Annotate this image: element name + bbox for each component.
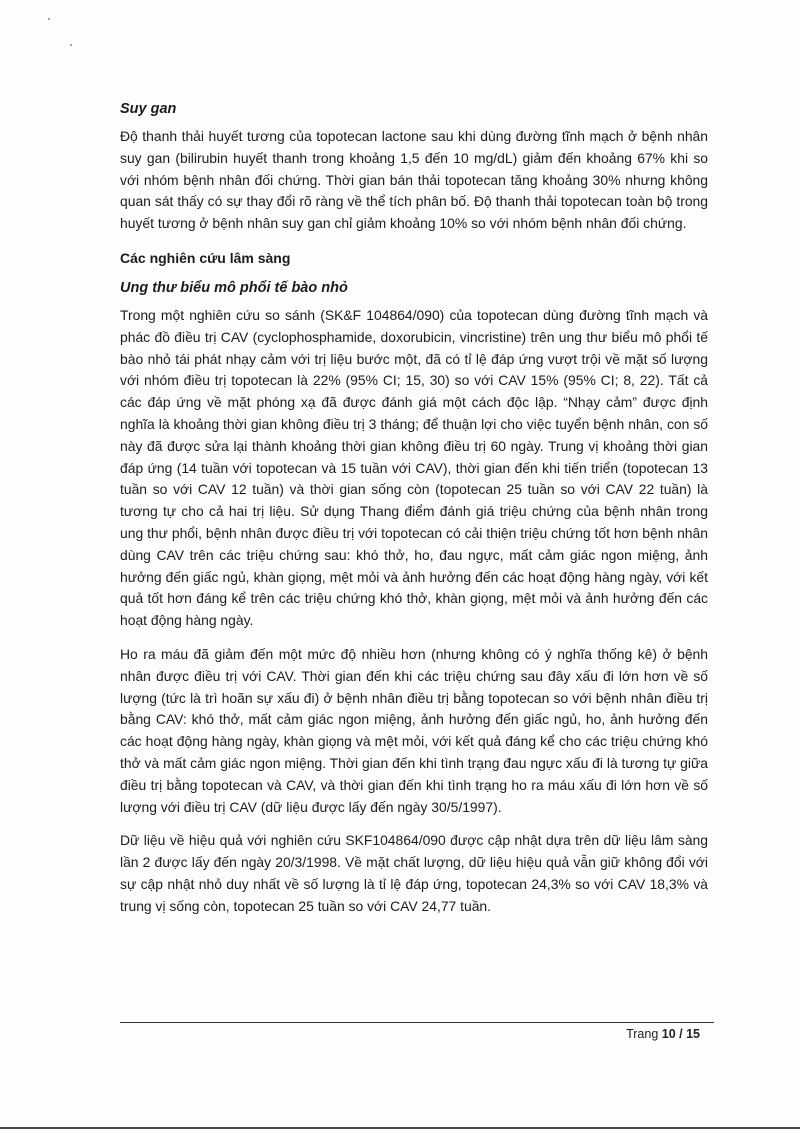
paragraph-sclc-2: Ho ra máu đã giảm đến một mức độ nhiều hơn (nhưng không có ý nghĩa thống kê) ở bệnh nhân được điều trị với CAV. Thời gian đến khi các triệu chứng sau đây xấu đi lớn hơn về số lượng (tức là trì hoãn sự xấu đi) ở bệnh nhân điều trị bằng topotecan so với bệnh nhân điều trị bằng CAV: khó thở, mất cảm giác ngon miệng, ảnh hưởng đến giấc ngủ, ho, ảnh hưởng đến các hoạt động hàng ngày, khàn giọng và mệt mỏi, với kết quả đáng kể cho các triệu chứng khó thở và mất cảm giác ngon miệng. Thời gian đến khi tình trạng đau ngực xấu đi là tương tự giữa điều trị bằng topotecan và CAV, và thời gian đến khi tình trạng ho ra máu xấu đi lớn hơn về số lượng với điều trị CAV (dữ liệu được lấy đến ngày 30/5/1997). xyxy=(120,645,708,815)
scan-speck xyxy=(48,18,50,20)
page-footer xyxy=(626,1027,700,1041)
heading-sclc: Ung thư biểu mô phổi tế bào nhỏ xyxy=(120,279,348,296)
heading-suy-gan: Suy gan xyxy=(120,101,177,117)
page-number: 10 / 15 xyxy=(661,1027,700,1041)
footer-rule xyxy=(120,1022,714,1023)
page-content xyxy=(120,98,708,930)
paragraph-suy-gan: Độ thanh thải huyết tương của topotecan lactone sau khi dùng đường tĩnh mạch ở bệnh nhân suy gan (bilirubin huyết thanh trong khoảng 1,5 đến 10 mg/dL) giảm đến khoảng 67% khi so với nhóm bệnh nhân đối chứng. Thời gian bán thải topotecan tăng khoảng 30% nhưng không quan sát thấy có sự thay đổi rõ ràng về thể tích phân bố. Độ thanh thải topotecan toàn bộ trong huyết tương ở bệnh nhân suy gan chỉ giảm khoảng 10% so với nhóm bệnh nhân đối chứng. xyxy=(120,128,708,232)
paragraph-sclc-3: Dữ liệu về hiệu quả với nghiên cứu SKF104864/090 được cập nhật dựa trên dữ liệu lâm sàng lần 2 được lấy đến ngày 20/3/1998. Về mặt chất lượng, dữ liệu hiệu quả vẫn giữ không đổi với sự cập nhật nhỏ duy nhất về số lượng là tỉ lệ đáp ứng, topotecan 24,3% so với CAV 18,3% và trung vị sống còn, topotecan 25 tuần so với CAV 24,77 tuần. xyxy=(120,832,708,914)
page-label: Trang xyxy=(626,1027,659,1041)
heading-clinical-studies: Các nghiên cứu lâm sàng xyxy=(120,249,291,266)
paragraph-sclc-1: Trong một nghiên cứu so sánh (SK&F 104864/090) của topotecan dùng đường tĩnh mạch và phác đồ điều trị CAV (cyclophosphamide, doxorubicin, vincristine) trên ung thư biểu mô phổi tế bào nhỏ tái phát nhạy cảm với trị liệu bước một, đã có tỉ lệ đáp ứng vượt trội về mặt số lượng với nhóm điều trị topotecan là 22% (95% CI; 15, 30) so với CAV 15% (95% CI; 8, 22). Tất cả các đáp ứng về mặt phóng xạ đã được đánh giá một cách độc lập. “Nhạy cảm” được định nghĩa là khoảng thời gian không điều trị 3 tháng; để thuận lợi cho việc tuyển bệnh nhân, con số này đã được sửa lại thành khoảng thời gian không điều trị 60 ngày. Trung vị khoảng thời gian đáp ứng (14 tuần với topotecan và 15 tuần với CAV), thời gian đến khi tiến triển (topotecan 13 tuần so với CAV 12 tuần) và thời gian sống còn (topotecan 25 tuần so với CAV 22 tuần) là tương tự cho cả hai trị liệu. Sử dụng Thang điểm đánh giá triệu chứng của bệnh nhân trong ung thư phổi, bệnh nhân được điều trị với topotecan có cải thiện triệu chứng tốt hơn bệnh nhân dùng CAV trên các triệu chứng sau: khó thở, ho, đau ngực, mất cảm giác ngon miệng, ảnh hưởng đến giấc ngủ, khàn giọng, mệt mỏi và ảnh hưởng đến các hoạt động hàng ngày, với kết quả tốt hơn đáng kể trên các triệu chứng khó thở, khàn giọng, mệt mỏi và ảnh hưởng đến các hoạt động hàng ngày. xyxy=(120,306,708,629)
scan-bottom-edge xyxy=(0,1127,800,1129)
scan-speck xyxy=(70,44,72,46)
